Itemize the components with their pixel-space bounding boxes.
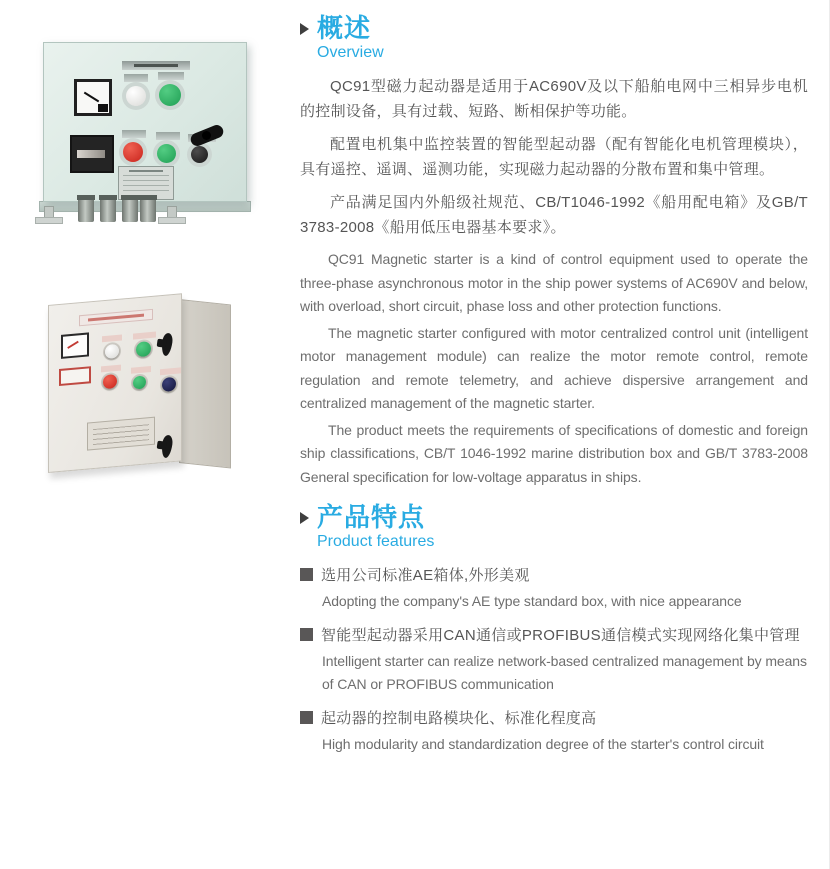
overview-paragraph-cn: 产品满足国内外船级社规范、CB/T1046-1992《船用配电箱》及GB/T 3783-2008《船用低压电器基本要求》。: [300, 194, 808, 236]
cable-gland: [100, 198, 116, 222]
cabinet-side-panel: [179, 299, 231, 468]
ammeter-icon: [74, 79, 112, 116]
button-label-plate: [156, 132, 180, 140]
feature-cn-label: 选用公司标准AE箱体,外形美观: [321, 567, 530, 584]
button-label-plate: [133, 332, 156, 340]
bullet-square-icon: [300, 568, 313, 581]
overview-paragraph-en: The magnetic starter configured with motor centralized control unit (intelligent motor management module) can realize the motor remote control, remote regulation and remote telemetry, and achieve dispersive arrangement and centralized management of the magnetic starter.: [300, 324, 808, 411]
section-arrow-icon: [300, 512, 309, 524]
product-photo-front-view: [33, 38, 258, 243]
button-label-plate: [101, 365, 121, 373]
overview-paragraph-en: QC91 Magnetic starter is a kind of control equipment used to operate the three-phase asynchronous motor in the ship power systems of AC690V and below, with overload, short circuit, phase loss and other protection functions.: [300, 251, 808, 314]
feature-item: [300, 623, 808, 696]
features-title-cn: 产品特点: [317, 502, 426, 532]
features-list: [300, 563, 808, 756]
cable-gland: [78, 198, 94, 222]
feature-cn-label: 起动器的控制电路模块化、标准化程度高: [321, 710, 597, 727]
overview-title-cn: 概述: [317, 13, 372, 43]
content-column: [300, 14, 808, 766]
cabinet-body: [43, 42, 247, 202]
white-indicator-button: [126, 86, 146, 106]
feature-item: [300, 706, 808, 756]
ammeter-icon: [61, 332, 89, 358]
feature-text-en: High modularity and standardization degree of the starter's control circuit: [322, 736, 764, 752]
green-start-button: [157, 144, 176, 163]
overview-paragraph-cn: 配置电机集中监控装置的智能型起动器（配有智能化电机管理模块），具有遥控、遥调、遥测功能，实现磁力起动器的分散布置和集中管理。: [300, 136, 808, 178]
cabinet-nameplate-strip: [79, 309, 153, 326]
bullet-square-icon: [300, 628, 313, 641]
button-label-plate: [160, 367, 181, 375]
green-start-button: [159, 84, 181, 106]
product-photo-perspective-view: [38, 275, 263, 490]
white-indicator-button: [105, 344, 119, 359]
feature-text-cn: [300, 563, 808, 588]
feature-cn-label: 智能型起动器采用CAN通信或PROFIBUS通信模式实现网络化集中管理: [321, 627, 800, 644]
overview-english-block: [300, 248, 808, 489]
green-start-button: [136, 341, 151, 357]
overview-section: [300, 14, 808, 489]
overview-title-en: Overview: [317, 44, 384, 61]
feature-text-cn: [300, 706, 808, 731]
overview-paragraph-cn: QC91型磁力起动器是适用于AC690V及以下船舶电网中三相异步电机的控制设备，具有过载、短路、断相保护等功能。: [300, 78, 808, 120]
rotary-switch-cap: [202, 131, 211, 140]
rating-nameplate: [87, 417, 155, 451]
red-stop-button: [123, 142, 143, 162]
mounting-foot: [158, 206, 184, 224]
button-label-plate: [131, 366, 151, 374]
button-label-plate: [122, 130, 146, 138]
red-stop-button: [103, 374, 117, 389]
cabinet-nameplate-strip: [122, 61, 190, 70]
cable-gland: [122, 198, 138, 222]
features-section: [300, 503, 808, 756]
overview-header: [300, 14, 808, 62]
feature-text-en: Adopting the company's AE type standard box, with nice appearance: [322, 593, 742, 609]
overview-paragraph-en: The product meets the requirements of specifications of domestic and foreign ship classifications, CB/T 1046-1992 marine distribution box and GB/T 3783-2008 General specification for low-voltage apparatus in ships.: [300, 421, 808, 485]
bullet-square-icon: [300, 711, 313, 724]
black-test-button: [191, 146, 208, 163]
red-framed-indicator: [59, 366, 91, 386]
button-label-plate: [102, 335, 122, 343]
section-arrow-icon: [300, 23, 309, 35]
green-start-button: [133, 375, 146, 389]
feature-item: [300, 563, 808, 613]
features-header: [300, 503, 808, 551]
features-title-en: Product features: [317, 533, 435, 550]
button-label-plate: [158, 72, 184, 80]
feature-text-en: Intelligent starter can realize network-based centralized management by means of CAN or PROFIBUS communication: [322, 653, 807, 692]
feature-text-cn: [300, 623, 808, 648]
dark-blue-button: [162, 377, 176, 392]
breaker-module: [70, 135, 114, 173]
mounting-foot: [35, 206, 61, 224]
cable-gland: [140, 198, 156, 222]
button-label-plate: [124, 74, 148, 82]
